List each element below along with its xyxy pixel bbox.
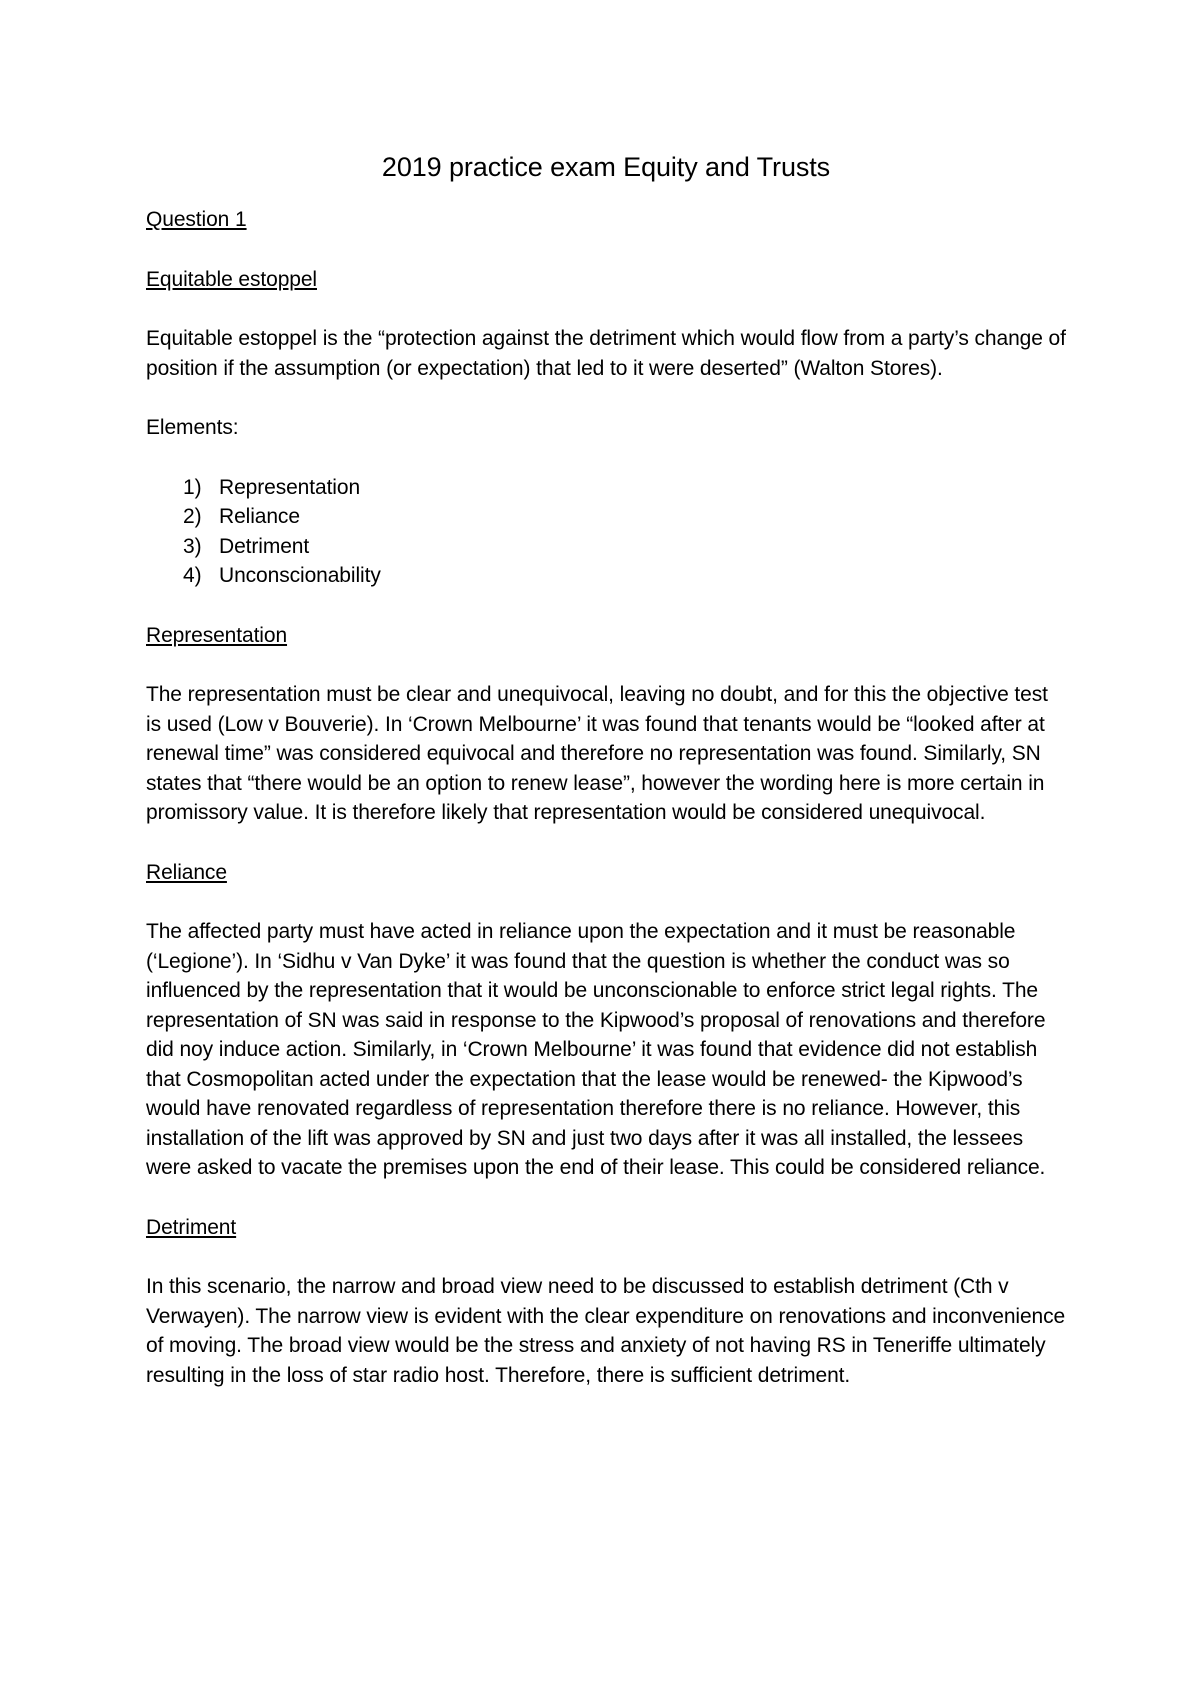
elements-list xyxy=(146,473,1066,591)
list-item xyxy=(146,502,1066,532)
equitable-estoppel-paragraph: Equitable estoppel is the “protection against the detriment which would flow from a party’s change of position if the assumption (or expectation) that led to it were deserted” (Walton Stores). xyxy=(146,327,1066,380)
document-body xyxy=(146,150,1066,1420)
reliance-heading: Reliance xyxy=(146,860,227,884)
list-item-number: 2) xyxy=(183,505,202,528)
detriment-heading: Detriment xyxy=(146,1215,237,1239)
list-item-number: 1) xyxy=(183,475,202,499)
question-heading: Question 1 xyxy=(146,208,247,231)
elements-label: Elements: xyxy=(146,416,239,439)
list-item-text: Unconscionability xyxy=(219,564,381,587)
list-item-text: Representation xyxy=(219,475,361,499)
document-title: 2019 practice exam Equity and Trusts xyxy=(381,152,831,182)
list-item-number: 4) xyxy=(183,564,202,587)
equitable-estoppel-heading: Equitable estoppel xyxy=(146,267,317,291)
list-item-text: Reliance xyxy=(219,505,300,528)
detriment-paragraph: In this scenario, the narrow and broad view need to be discussed to establish detriment (Cth v Verwayen). The narrow view is evident with the clear expenditure on renovations and inconvenience of moving. The broad view would be the stress and anxiety of not having RS in Teneriffe ultimately resulting in the loss of star radio host. Therefore, there is sufficient detriment. xyxy=(146,1275,1066,1387)
representation-paragraph: The representation must be clear and unequivocal, leaving no doubt, and for this the objective test is used (Low v Bouverie). In ‘Crown Melbourne’ it was found that tenants would be “looked after at renewal time” was considered equivocal and therefore no representation was found. Similarly, SN states that “there would be an option to renew lease”, however the wording here is more certain in promissory value. It is therefore likely that representation would be considered unequivocal. xyxy=(146,683,1048,824)
list-item-number: 3) xyxy=(183,534,202,558)
list-item xyxy=(146,532,1066,562)
list-item xyxy=(146,473,1066,503)
reliance-paragraph: The affected party must have acted in reliance upon the expectation and it must be reasonable (‘Legione’). In ‘Sidhu v Van Dyke’ it was found that the question is whether the conduct was so influenced by the representation that it would be unconscionable to enforce strict legal rights. The representation of SN was said in response to the Kipwood’s proposal of renovations and therefore did noy induce action. Similarly, in ‘Crown Melbourne’ it was found that evidence did not establish that Cosmopolitan acted under the expectation that the lease would be renewed- the Kipwood’s would have renovated regardless of representation therefore there is no reliance. However, this installation of the lift was approved by SN and just two days after it was all installed, the lessees were asked to vacate the premises upon the end of their lease. This could be considered reliance. xyxy=(146,920,1046,1179)
list-item-text: Detriment xyxy=(219,534,310,558)
representation-heading: Representation xyxy=(146,623,288,647)
list-item xyxy=(146,561,1066,591)
